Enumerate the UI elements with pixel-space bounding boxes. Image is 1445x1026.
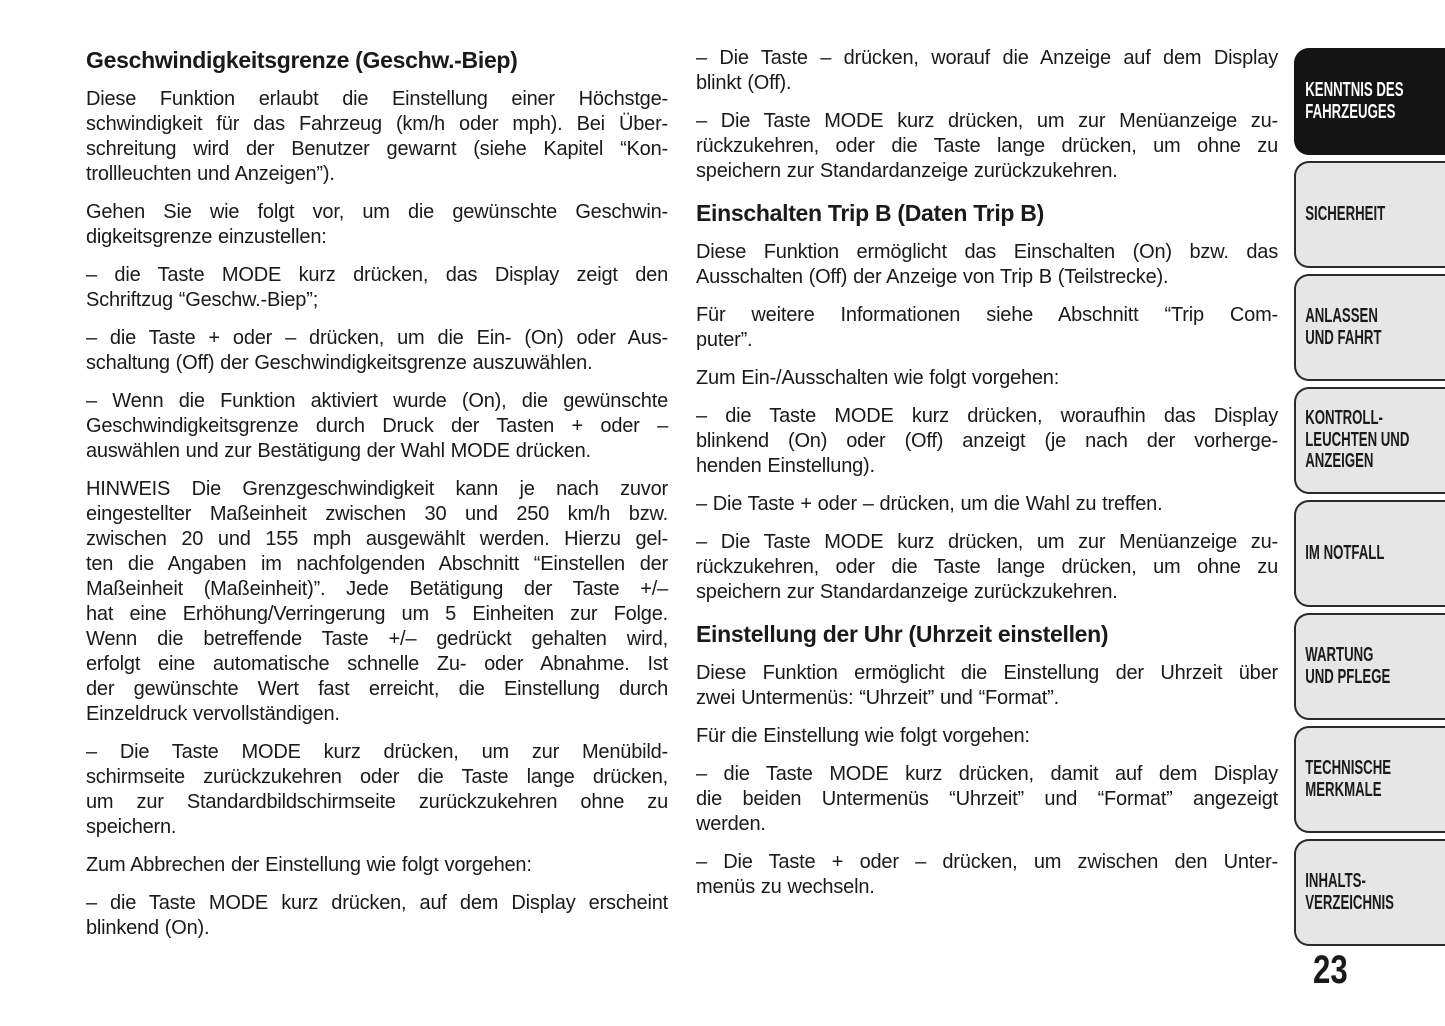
sidebar-tab-label	[1296, 80, 1404, 123]
sidebar-tab-label	[1296, 758, 1391, 801]
text-line: – die Taste MODE kurz drücken, woraufhin das Display	[696, 405, 1278, 427]
text-line: IM NOTFALL	[1305, 541, 1385, 564]
text-line: schaltung (Off) der Geschwindigkeitsgrenze auszuwählen.	[86, 352, 593, 374]
paragraph	[86, 740, 668, 840]
text-line: trollleuchten und Anzeigen”).	[86, 163, 335, 185]
column-right	[696, 46, 1278, 913]
text-line: KONTROLL-	[1305, 407, 1383, 430]
text-line: VERZEICHNIS	[1305, 891, 1394, 914]
page-number: 23	[1313, 948, 1348, 992]
text-line: die beiden Untermenüs “Uhrzeit” und “Format” angezeigt	[696, 788, 1278, 810]
text-line: – die Taste MODE kurz drücken, das Display zeigt den	[86, 264, 668, 286]
text-line: henden Einstellung).	[696, 455, 875, 477]
sidebar-tab-sicherheit	[1294, 161, 1445, 268]
paragraph	[86, 326, 668, 376]
text-line: rückzukehren, oder die Taste lange drücken, um ohne zu	[696, 556, 1278, 578]
paragraph	[86, 200, 668, 250]
paragraph	[696, 404, 1278, 479]
text-line: digkeitsgrenze einzustellen:	[86, 226, 327, 248]
text-line: – Wenn die Funktion aktiviert wurde (On), die gewünschte	[86, 390, 668, 412]
text-line: – die Taste + oder – drücken, um die Ein- (On) oder Aus-	[86, 327, 668, 349]
text-line: Einzeldruck vervollständigen.	[86, 703, 340, 725]
text-line: MERKMALE	[1305, 778, 1382, 801]
text-line: blinkend (On).	[86, 917, 210, 939]
paragraph	[696, 492, 1278, 517]
text-line: Für die Einstellung wie folgt vorgehen:	[696, 725, 1030, 747]
text-line: eingestellter Maßeinheit zwischen 30 und 250 km/h bzw.	[86, 503, 668, 525]
text-line: Maßeinheit (Maßeinheit)”. Jede Betätigung der Taste +/–	[86, 578, 668, 600]
text-line: TECHNISCHE	[1305, 757, 1392, 779]
paragraph	[696, 762, 1278, 837]
text-line: Gehen Sie wie folgt vor, um die gewünschte Geschwin-	[86, 201, 668, 223]
text-line: ten die Angaben im nachfolgenden Abschnitt “Einstellen der	[86, 553, 668, 575]
text-line: erfolgt eine automatische schnelle Zu- oder Abnahme. Ist	[86, 653, 668, 675]
paragraph	[696, 109, 1278, 184]
text-line: speichern zur Standardanzeige zurückzukehren.	[696, 160, 1118, 182]
paragraph	[86, 87, 668, 187]
paragraph	[696, 366, 1278, 391]
text-line: Diese Funktion ermöglicht das Einschalten (On) bzw. das	[696, 241, 1278, 263]
text-line: puter”.	[696, 329, 753, 351]
text-line: – die Taste MODE kurz drücken, damit auf dem Display	[696, 763, 1278, 785]
sidebar-tab-kenntnis-des-fahrzeuges	[1294, 48, 1445, 155]
paragraph	[696, 240, 1278, 290]
text-line: Diese Funktion erlaubt die Einstellung einer Höchstge-	[86, 88, 668, 110]
section-heading	[696, 620, 1278, 648]
text-line: blinkend (On) oder (Off) anzeigt (je nach der vorherge-	[696, 430, 1278, 452]
paragraph	[696, 303, 1278, 353]
text-line: um zur Standardbildschirmseite zurückzukehren ohne zu	[86, 791, 668, 813]
text-line: Diese Funktion ermöglicht die Einstellung der Uhrzeit über	[696, 662, 1278, 684]
text-line: – Die Taste MODE kurz drücken, um zur Menüanzeige zu-	[696, 110, 1278, 132]
sidebar-tab-label	[1296, 306, 1382, 349]
text-line: LEUCHTEN UND	[1305, 428, 1410, 451]
text-line: – Die Taste + oder – drücken, um die Wahl zu treffen.	[696, 493, 1163, 515]
sidebar-tab-inhalts-verzeichnis	[1294, 839, 1445, 946]
paragraph	[696, 850, 1278, 900]
paragraph	[696, 46, 1278, 96]
sidebar-tab-label	[1296, 543, 1384, 565]
text-line: blinkt (Off).	[696, 72, 792, 94]
text-line: Einstellung der Uhr (Uhrzeit einstellen)	[696, 621, 1109, 647]
text-line: – Die Taste MODE kurz drücken, um zur Menüanzeige zu-	[696, 531, 1278, 553]
text-line: UND FAHRT	[1305, 326, 1382, 349]
text-line: werden.	[696, 813, 766, 835]
text-line: Zum Abbrechen der Einstellung wie folgt vorgehen:	[86, 854, 532, 876]
section-heading	[696, 199, 1278, 227]
sidebar-tab-im-notfall	[1294, 500, 1445, 607]
text-line: UND PFLEGE	[1305, 665, 1391, 688]
text-line: – die Taste MODE kurz drücken, auf dem Display erscheint	[86, 892, 668, 914]
text-line: zwischen 20 und 155 mph ausgewählt werden. Hierzu gel-	[86, 528, 668, 550]
sidebar-tab-label	[1296, 871, 1394, 914]
text-line: ANLASSEN	[1305, 305, 1378, 327]
text-line: schirmseite zurückzukehren oder die Taste lange drücken,	[86, 766, 668, 788]
sidebar-tab-label	[1296, 408, 1409, 473]
paragraph	[86, 389, 668, 464]
column-left	[86, 46, 668, 954]
text-line: INHALTS-	[1305, 870, 1366, 892]
text-line: zwei Untermenüs: “Uhrzeit” und “Format”.	[696, 687, 1059, 709]
sidebar-tab-wartung-und-pflege	[1294, 613, 1445, 720]
text-line: Geschwindigkeitsgrenze (Geschw.-Biep)	[86, 47, 518, 73]
paragraph	[696, 530, 1278, 605]
paragraph	[86, 477, 668, 727]
text-line: menüs zu wechseln.	[696, 876, 875, 898]
paragraph	[696, 661, 1278, 711]
text-line: SICHERHEIT	[1305, 202, 1386, 225]
paragraph	[86, 891, 668, 941]
sidebar-tab-technische-merkmale	[1294, 726, 1445, 833]
text-line: – Die Taste + oder – drücken, um zwischen den Unter-	[696, 851, 1278, 873]
paragraph	[86, 853, 668, 878]
section-heading	[86, 46, 668, 74]
text-line: Einschalten Trip B (Daten Trip B)	[696, 200, 1044, 226]
text-line: KENNTNIS DES	[1305, 79, 1404, 101]
paragraph	[696, 724, 1278, 749]
text-line: ANZEIGEN	[1305, 450, 1374, 473]
text-line: Schriftzug “Geschw.-Biep”;	[86, 289, 319, 311]
text-line: WARTUNG	[1305, 644, 1374, 666]
text-line: speichern.	[86, 816, 177, 838]
text-line: der gewünschte Wert fast erreicht, die Einstellung durch	[86, 678, 668, 700]
text-line: Geschwindigkeitsgrenze durch Druck der Tasten + oder –	[86, 415, 668, 437]
text-line: Für weitere Informationen siehe Abschnitt “Trip Com-	[696, 304, 1278, 326]
text-line: rückzukehren, oder die Taste lange drücken, um ohne zu	[696, 135, 1278, 157]
text-line: speichern zur Standardanzeige zurückzukehren.	[696, 581, 1118, 603]
text-line: FAHRZEUGES	[1305, 100, 1396, 123]
text-line: HINWEIS Die Grenzgeschwindigkeit kann je nach zuvor	[86, 478, 668, 500]
text-line: Zum Ein-/Ausschalten wie folgt vorgehen:	[696, 367, 1060, 389]
text-line: – Die Taste MODE kurz drücken, um zur Menübild-	[86, 741, 668, 763]
sidebar-tabs	[1294, 48, 1445, 952]
sidebar-tab-kontroll-leuchten-und-anzeigen	[1294, 387, 1445, 494]
text-line: hat eine Erhöhung/Verringerung um 5 Einheiten zur Folge.	[86, 603, 668, 625]
text-line: auswählen und zur Bestätigung der Wahl MODE drücken.	[86, 440, 591, 462]
sidebar-tab-label	[1296, 204, 1385, 226]
text-line: Ausschalten (Off) der Anzeige von Trip B (Teilstrecke).	[696, 266, 1169, 288]
sidebar-tab-anlassen-und-fahrt	[1294, 274, 1445, 381]
paragraph	[86, 263, 668, 313]
sidebar-tab-label	[1296, 645, 1390, 688]
text-line: schreitung wird der Benutzer gewarnt (siehe Kapitel “Kon-	[86, 138, 668, 160]
text-line: – Die Taste – drücken, worauf die Anzeige auf dem Display	[696, 47, 1278, 69]
text-line: Wenn die betreffende Taste +/– gedrückt gehalten wird,	[86, 628, 668, 650]
text-line: schwindigkeit für das Fahrzeug (km/h oder mph). Bei Über-	[86, 113, 668, 135]
